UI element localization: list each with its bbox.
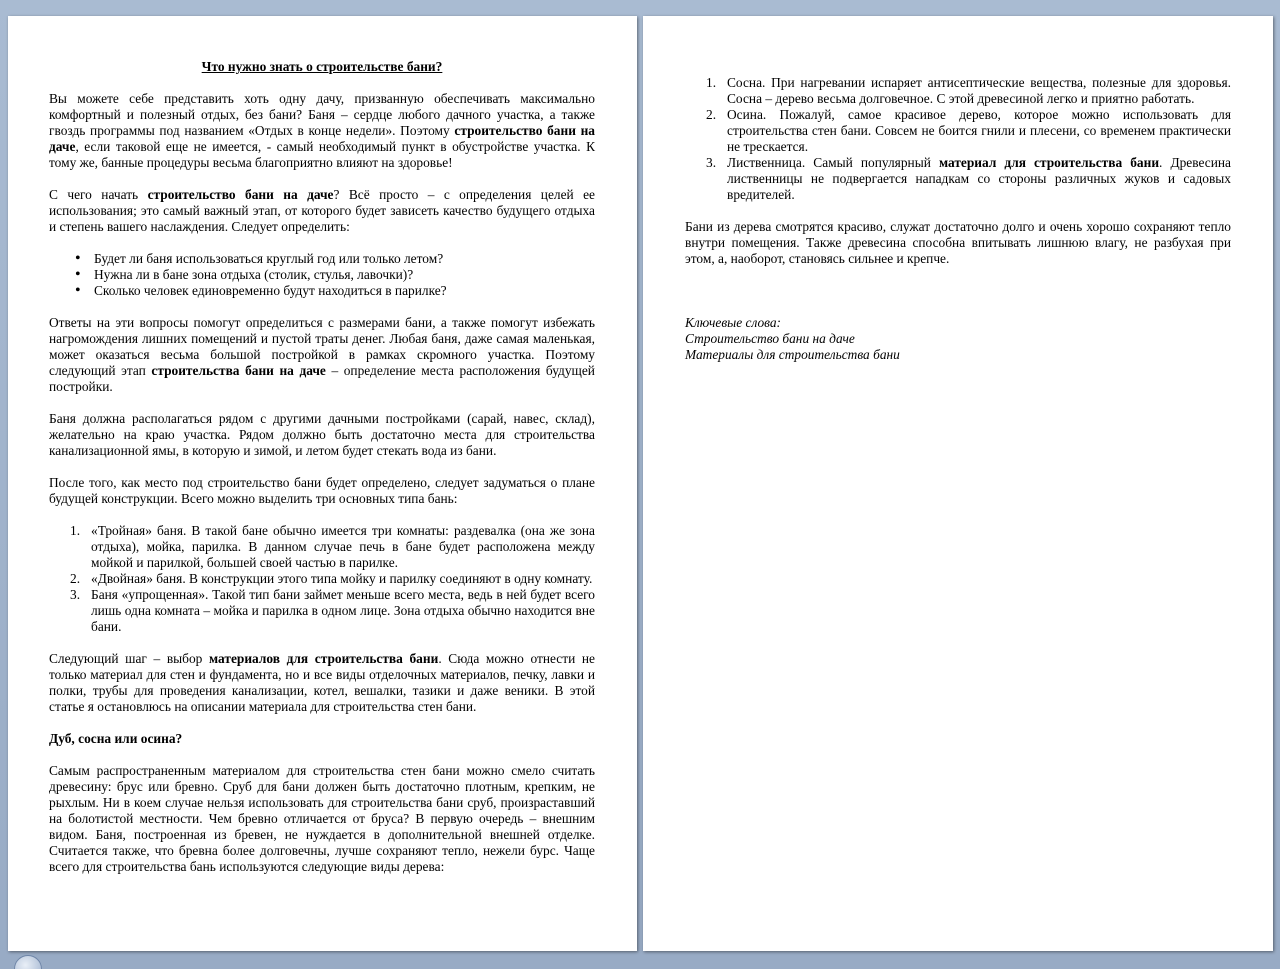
page-title: Что нужно знать о строительстве бани? [201, 59, 443, 74]
paragraph-materials: Следующий шаг – выбор материалов для строительства бани. Сюда можно отнести не только материал для стен и фундамента, но и все виды отделочных материалов, печку, лавки и полки, трубы для проведения канализации, котел, вешалки, тазики и даже веники. В этой статье я остановлюсь на описании материала для строительства стен бани. [49, 651, 595, 714]
list-number: 3. [706, 155, 717, 170]
list-number: 1. [706, 75, 717, 90]
document-page-1[interactable] [8, 16, 637, 951]
office-button-icon[interactable] [14, 955, 42, 969]
section-heading: Дуб, сосна или осина? [49, 731, 183, 746]
list-item: • Сколько человек единовременно будут находиться в парилке? [94, 283, 595, 299]
paragraph-plan: После того, как место под строительство бани будет определено, следует задуматься о плане будущей конструкции. Всего можно выделить три основных типа бань: [49, 475, 595, 506]
list-number: 1. [70, 523, 81, 538]
list-item: 2. «Двойная» баня. В конструкции этого типа мойку и парилку соединяют в одну комнату. [70, 571, 593, 586]
intro-paragraph: Вы можете себе представить хоть одну дачу, призванную обеспечивать максимально комфортный и полезный отдых, без бани? Баня – сердце любого дачного участка, а также гвоздь программы под названием «Отдых в конце недели». Поэтому строительство бани на даче, если таковой еще не имеется, - самый необходимый пункт в обустройстве участка. К тому же, банные процедуры весьма благоприятно влияют на здоровье! [49, 91, 595, 170]
keyword-bold: материалов для строительства бани [209, 651, 439, 666]
paragraph-answers: Ответы на эти вопросы помогут определиться с размерами бани, а также помогут избежать нагромождения лишних помещений и пустой траты денег. Любая баня, даже самая маленькая, может оказаться весьма большой постройкой в рамках скромного участка. Поэтому следующий этап строительства бани на даче – определение места расположения будущей постройки. [49, 315, 595, 394]
paragraph-where-to-start: С чего начать строительство бани на даче? Всё просто – с определения целей ее использования; это самый важный этап, от которого будет зависеть качество будущего отдыха и степень вашего наслаждения. Следует определить: [49, 187, 595, 234]
list-item: 3. Лиственница. Самый популярный материал для строительства бани. Древесина лиственницы не подвергается нападкам со стороны различных жуков и садовых вредителей. [706, 155, 1231, 202]
keyword-bold: строительство бани на даче [147, 187, 334, 202]
list-item: 2. Осина. Пожалуй, самое красивое дерево, которое можно использовать для строительства стен бани. Совсем не боится гнили и плесени, со временем практически не трескается. [706, 107, 1231, 154]
questions-list [49, 251, 595, 299]
paragraph-conclusion: Бани из дерева смотрятся красиво, служат достаточно долго и очень хорошо сохраняют тепло внутри помещения. Также древесина способна впитывать лишнюю влагу, не разбухая при этом, а, наоборот, становясь сильнее и крепче. [685, 219, 1231, 266]
keywords-label: Ключевые слова: [685, 315, 782, 330]
keyword-bold: материал для строительства бани [938, 155, 1160, 170]
document-page-2[interactable] [643, 16, 1273, 951]
bath-types-list [49, 523, 595, 635]
list-item: 3. Баня «упрощенная». Такой тип бани займет меньше всего места, ведь в ней будет всего лишь одна комната – мойка и парилка в одном лице. Зона отдыха обычно находится вне бани. [70, 587, 595, 634]
keyword-bold: строительство бани на даче [49, 123, 595, 154]
list-number: 2. [706, 107, 717, 122]
list-item: • Будет ли баня использоваться круглый год или только летом? [94, 251, 595, 267]
list-item: • Нужна ли в бане зона отдыха (столик, стулья, лавочки)? [94, 267, 595, 283]
keyword-item: Материалы для строительства бани [685, 347, 900, 362]
paragraph-wood: Самым распространенным материалом для строительства стен бани можно смело считать древесину: брус или бревно. Сруб для бани должен быть достаточно плотным, крепким, не рыхлым. Ни в коем случае нельзя использовать для строительства бани сруб, произраставший на болотистой местности. Чем бревно отличается от бруса? В первую очередь – внешним видом. Баня, построенная из бревен, не нуждается в дополнительной внешней отделке. Считается также, что бревна более долговечны, лучше сохраняют тепло, нежели бурс. Чаще всего для строительства бань используются следующие виды дерева: [49, 763, 595, 874]
list-item: 1. «Тройная» баня. В такой бане обычно имеется три комнаты: раздевалка (она же зона отдыха), мойка, парилка. В данном случае печь в бане будет расположена между мойкой и парилкой, большей своей частью в парилке. [70, 523, 595, 570]
paragraph-location: Баня должна располагаться рядом с другими дачными постройками (сарай, навес, склад), желательно на краю участка. Рядом должно быть достаточно места для строительства канализационной ямы, в которую и зимой, и летом будет стекать вода из бани. [49, 411, 595, 458]
list-number: 3. [70, 587, 81, 602]
list-number: 2. [70, 571, 81, 586]
keyword-item: Строительство бани на даче [685, 331, 855, 346]
keyword-bold: строительства бани на даче [151, 363, 326, 378]
list-item: 1. Сосна. При нагревании испаряет антисептические вещества, полезные для здоровья. Сосна – дерево весьма долговечное. С этой древесиной легко и приятно работать. [706, 75, 1231, 106]
keywords-block [685, 315, 1231, 363]
wood-types-list [685, 75, 1231, 203]
